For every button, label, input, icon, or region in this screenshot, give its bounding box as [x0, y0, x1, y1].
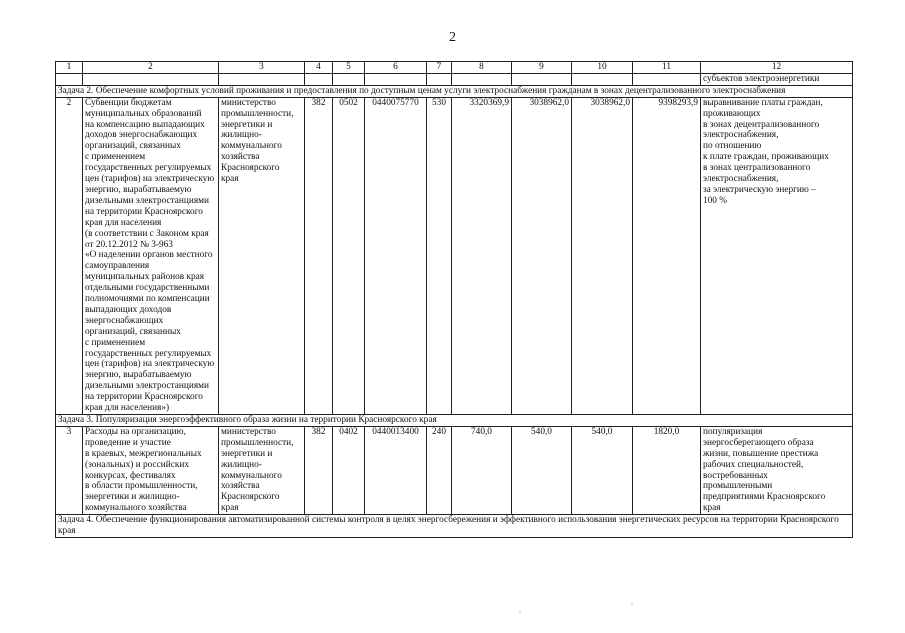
year1-amount: 3320369,9 [452, 97, 512, 414]
task-4-heading: Задача 4. Обеспечение функционирования автоматизированной системы контроля в целях энергосбережения и эффективного использования энергетических ресурсов на территории Красноярского края [56, 515, 853, 538]
table-row [56, 426, 853, 514]
grbs-code: 382 [305, 97, 333, 414]
row-number: 3 [56, 426, 83, 514]
column-number: 5 [333, 62, 365, 74]
csr-code: 0440013400 [365, 426, 427, 514]
table-row [56, 97, 853, 414]
rzpr-code: 0402 [333, 426, 365, 514]
page-number: 2 [449, 30, 456, 45]
column-number: 6 [365, 62, 427, 74]
measure-name: Субвенции бюджетам муниципальных образований на компенсацию выпадающих доходов энергоснабжающих организаций, связанных с применением государственных регулируемых цен (тарифов) на электрическую энергию, вырабатываемую дизельными электростанциями на территории Красноярского края для населения (в соответствии с Законом края от 20.12.2012 № 3-963 «О наделении органов местного самоуправления муниципальных районов края отдельными государственными полномочиями по компенсации выпадающих доходов энергоснабжающих организаций, связанных с применением государственных регулируемых цен (тарифов) на электрическую энергию, вырабатываемую дизельными электростанциями на территории Красноярского края для населения») [83, 97, 219, 414]
column-number: 12 [701, 62, 853, 74]
task-row [56, 515, 853, 538]
rzpr-code: 0502 [333, 97, 365, 414]
column-number: 8 [452, 62, 512, 74]
vr-code: 530 [427, 97, 452, 414]
scan-speck [631, 604, 633, 605]
measure-name: Расходы на организацию, проведение и участие в краевых, межрегиональных (зональных) и российских конкурсах, фестивалях в области промышленности, энергетики и жилищно- коммунального хозяйства [83, 426, 219, 514]
column-number: 10 [572, 62, 633, 74]
year2-amount: 540,0 [512, 426, 572, 514]
task-3-heading: Задача 3. Популяризация энергоэффективного образа жизни на территории Красноярского края [56, 415, 853, 427]
row-number: 2 [56, 97, 83, 414]
vr-code: 240 [427, 426, 452, 514]
column-number: 1 [56, 62, 83, 74]
column-number-row [56, 62, 853, 74]
program-table [55, 61, 853, 538]
year1-amount: 740,0 [452, 426, 512, 514]
expected-result: популяризация энергосберегающего образа жизни, повышение престижа рабочих специальностей, востребованных промышленными предприятиями Красноярского края [701, 426, 853, 514]
column-number: 2 [83, 62, 219, 74]
column-number: 11 [633, 62, 701, 74]
year3-amount: 3038962,0 [572, 97, 633, 414]
task-row [56, 85, 853, 97]
grbs-code: 382 [305, 426, 333, 514]
column-number: 7 [427, 62, 452, 74]
column-number: 4 [305, 62, 333, 74]
executor: министерство промышленности, энергетики и жилищно- коммунального хозяйства Красноярского края [219, 97, 305, 414]
task-row [56, 415, 853, 427]
continuation-row [56, 73, 853, 85]
task-2-heading: Задача 2. Обеспечение комфортных условий проживания и предоставления по доступным ценам услуги электроснабжения гражданам в зонах децентрализованного электроснабжения [56, 85, 853, 97]
total-amount: 1820,0 [633, 426, 701, 514]
expected-result: выравнивание платы граждан, проживающих в зонах децентрализованного электроснабжения, по отношению к плате граждан, проживающих в зонах централизованного электроснабжения, за электрическую энергию – 100 % [701, 97, 853, 414]
column-number: 9 [512, 62, 572, 74]
year2-amount: 3038962,0 [512, 97, 572, 414]
year3-amount: 540,0 [572, 426, 633, 514]
executor: министерство промышленности, энергетики и жилищно- коммунального хозяйства Красноярского края [219, 426, 305, 514]
total-amount: 9398293,9 [633, 97, 701, 414]
column-number: 3 [219, 62, 305, 74]
continuation-note: субъектов электроэнергетики [701, 73, 853, 85]
csr-code: 0440075770 [365, 97, 427, 414]
scan-speck [519, 611, 521, 612]
